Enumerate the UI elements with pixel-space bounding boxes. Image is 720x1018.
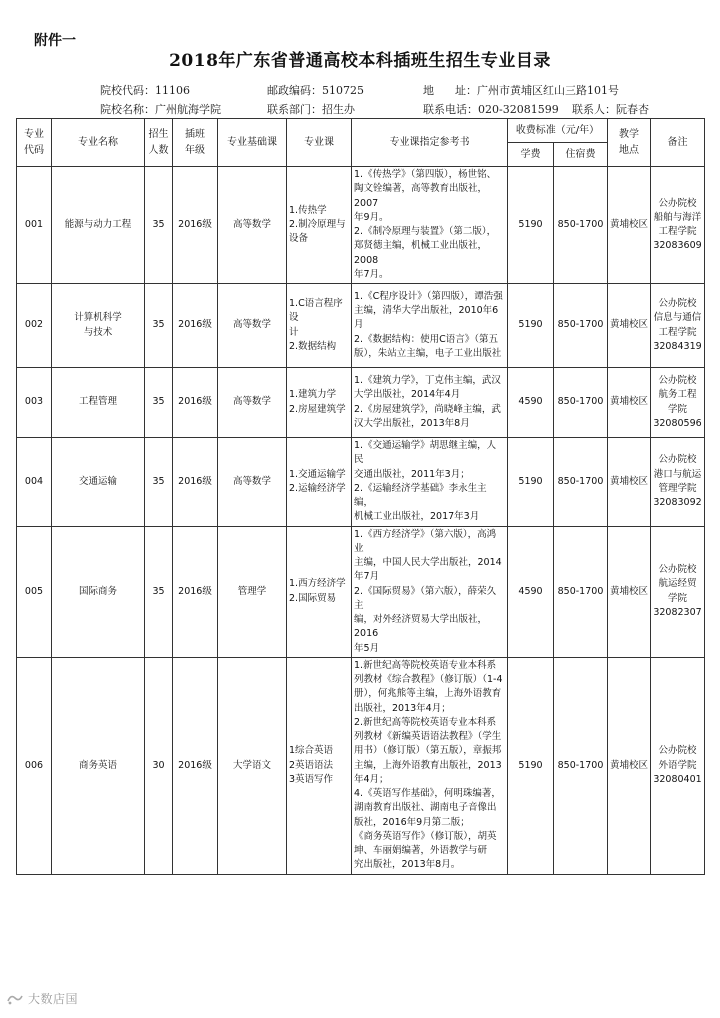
reference-book-line: 1.《建筑力学》，丁克伟主编，武汉 [354,375,501,386]
reference-book-line: 4.《英语写作基础》，何明珠编著， [354,788,501,799]
header-remark: 备注 [651,119,705,167]
reference-book-line: 郑贤德主编，机械工业出版社，2008 [354,240,488,266]
major-courses [287,284,352,368]
remark-line: 公办院校 [658,375,697,386]
major-course-line: 1.西方经济学 [289,578,346,590]
reference-book-line: 主编，上海外语教育出版社，2013 [354,759,502,771]
table-row [17,284,705,368]
major-name-line: 交通运输 [78,475,117,487]
campus: 黄埔校区 [608,526,651,657]
tuition-fee: 4590 [508,368,554,438]
remark [651,167,705,284]
school-code: 院校代码：11106 [100,84,190,97]
reference-book-line: 陶文铨编著，高等教育出版社，2007 [354,183,488,209]
transfer-grade: 2016级 [173,657,218,874]
major-name-line: 能源与动力工程 [64,218,132,230]
table-row [17,167,705,284]
remark [651,657,705,874]
reference-book-line: 年4月； [354,773,389,785]
header-grade-line2: 年级 [185,144,205,156]
reference-book-line: 出版社，2013年4月； [354,702,451,714]
enrollment-quota: 35 [145,526,173,657]
major-name-line: 商务英语 [78,759,117,771]
header-basic-course: 专业基础课 [218,119,287,167]
campus: 黄埔校区 [608,284,651,368]
reference-book-line: 版社，2016年9月第二版； [354,816,470,828]
major-courses [287,167,352,284]
reference-books [352,167,508,284]
major-code: 001 [17,167,52,284]
major-course-line: 3英语写作 [289,773,334,785]
reference-book-line: 1.《传热学》（第四版），杨世铭、 [354,169,497,180]
remark-line: 工程学院 [658,326,697,338]
major-name-line: 计算机科学 [74,312,122,324]
table-row [17,368,705,438]
header-name: 专业名称 [52,119,145,167]
enrollment-quota: 30 [145,657,173,874]
reference-book-line: 2.《数据结构：使用C语言》（第五 [354,333,498,345]
remark-line: 船舶与海洋 [653,211,702,223]
tuition-fee: 5190 [508,167,554,284]
remark-line: 32080596 [653,417,702,429]
school-name: 院校名称：广州航海学院 [100,103,221,116]
reference-book-line: 年7月。 [354,268,389,280]
major-course-line: 1.建筑力学 [289,389,337,401]
table-row [17,438,705,527]
reference-books [352,526,508,657]
reference-books [352,657,508,874]
major-course-line: 设备 [289,233,309,245]
major-course-line: 2.数据结构 [289,340,337,352]
table-row [17,526,705,657]
header-code-line1: 专业 [24,128,44,140]
major-name-line: 与技术 [83,326,113,338]
reference-book-line: 2.新世纪高等院校英语专业本科系 [354,716,497,728]
major-name [52,167,145,284]
header-campus-line1: 教学 [619,128,639,140]
dorm-fee: 850-1700 [554,284,608,368]
reference-book-line: 1.新世纪高等院校英语专业本科系 [354,659,497,671]
remark-line: 32082307 [653,606,702,618]
remark-line: 信息与通信 [653,312,702,324]
remark [651,284,705,368]
header-grade [173,119,218,167]
major-code: 003 [17,368,52,438]
header-grade-line1: 插班 [185,128,205,140]
remark-line: 公办院校 [658,564,697,576]
reference-book-line: 2.《制冷原理与装置》（第二版）， [354,226,497,237]
header-books: 专业课指定参考书 [352,119,508,167]
reference-book-line: 主编，清华大学出版社，2010年6 [354,305,499,317]
dorm-fee: 850-1700 [554,438,608,527]
basic-course: 高等数学 [218,167,287,284]
reference-book-line: 汉大学出版社，2013年8月 [354,417,470,429]
enrollment-quota: 35 [145,167,173,284]
major-course-line: 1综合英语 [289,745,334,757]
dorm-fee: 850-1700 [554,657,608,874]
header-quota-line1: 招生 [148,128,169,140]
tuition-fee: 5190 [508,284,554,368]
reference-book-line: 列教材《综合教程》（修订版）（1-4 [354,674,503,685]
reference-book-line: 主编，中国人民大学出版社，2014 [354,557,502,568]
reference-book-line: 1.《西方经济学》（第六版），高鸿业 [354,528,497,554]
major-name [52,284,145,368]
major-course-line: 1.C语言程序设 [289,298,343,324]
header-tuition: 学费 [508,143,554,167]
reference-book-line: 2.《运输经济学基础》李永生主编， [354,482,487,508]
header-quota-line2: 人数 [148,144,169,156]
remark-line: 32080401 [653,773,702,785]
remark-line: 航务工程 [658,389,697,401]
header-campus-line2: 地点 [619,144,639,156]
major-course-line: 计 [289,326,299,338]
reference-book-line: 湖南教育出版社、湖南电子音像出 [354,802,497,814]
major-course-line: 2.制冷原理与 [289,218,346,230]
remark-line: 公办院校 [658,197,697,209]
major-course-line: 2英语语法 [289,759,334,771]
remark [651,526,705,657]
remark-line: 学院 [667,403,687,415]
reference-book-line: 1.《交通运输学》胡思继主编，人民 [354,440,497,466]
remark-line: 港口与航运 [653,468,702,480]
major-courses [287,438,352,527]
tuition-fee: 5190 [508,438,554,527]
enrollment-quota: 35 [145,438,173,527]
reference-book-line: 列教材《新编英语语法教程》（学生 [354,731,502,742]
remark-line: 32084319 [653,340,702,352]
major-code: 005 [17,526,52,657]
major-code: 004 [17,438,52,527]
major-courses [287,657,352,874]
transfer-grade: 2016级 [173,526,218,657]
majors-table [16,118,705,875]
contact-phone: 联系电话：020-32081599 [423,103,559,116]
enrollment-quota: 35 [145,284,173,368]
reference-book-line: 年7月 [354,571,380,583]
basic-course: 大学语文 [218,657,287,874]
basic-course: 高等数学 [218,368,287,438]
postal-code: 邮政编码：510725 [267,84,364,97]
contact-person: 联系人：阮春杏 [572,103,649,116]
remark-line: 公办院校 [658,454,697,466]
header-major-course: 专业课 [287,119,352,167]
major-name-line: 国际商务 [78,585,117,597]
campus: 黄埔校区 [608,438,651,527]
reference-book-line: 究出版社，2013年8月。 [354,859,461,871]
remark-line: 管理学院 [658,482,697,494]
header-code [17,119,52,167]
major-course-line: 1.交通运输学 [289,468,346,480]
reference-book-line: 大学出版社，2014年4月 [354,389,461,401]
reference-books [352,438,508,527]
transfer-grade: 2016级 [173,438,218,527]
header-fee-group: 收费标准（元/年） [508,119,608,143]
major-name [52,657,145,874]
major-code: 002 [17,284,52,368]
reference-books [352,284,508,368]
major-course-line: 2.运输经济学 [289,482,346,494]
reference-book-line: 《商务英语写作》（修订版），胡英 [354,830,497,842]
remark-line: 32083609 [653,240,702,252]
major-course-line: 1.传热学 [289,204,327,216]
basic-course: 管理学 [218,526,287,657]
watermark-text: 大数店国 [28,992,79,1006]
remark-line: 公办院校 [658,298,697,309]
dorm-fee: 850-1700 [554,526,608,657]
remark [651,368,705,438]
remark-line: 外语学院 [658,759,697,771]
watermark [6,990,78,1007]
reference-books [352,368,508,438]
enrollment-quota: 35 [145,368,173,438]
address: 址：广州市黄埔区红山三路101号 [455,84,619,97]
major-name [52,438,145,527]
transfer-grade: 2016级 [173,368,218,438]
major-name-line: 工程管理 [78,396,117,408]
watermark-logo-icon [6,992,24,1006]
transfer-grade: 2016级 [173,284,218,368]
reference-book-line: 坤、车丽娟编著，外语教学与研 [354,845,488,856]
reference-book-line: 月 [354,319,364,331]
campus: 黄埔校区 [608,368,651,438]
header-dorm: 住宿费 [554,143,608,167]
major-course-line: 2.国际贸易 [289,592,337,604]
campus: 黄埔校区 [608,657,651,874]
major-name [52,368,145,438]
document-title: 2018年广东省普通高校本科插班生招生专业目录 [169,51,551,71]
reference-book-line: 用书）（修订版）（第五版），章振邦 [354,745,502,757]
remark [651,438,705,527]
major-name [52,526,145,657]
remark-line: 工程学院 [658,226,697,237]
reference-book-line: 2.《国际贸易》（第六版），薛荣久主 [354,585,497,611]
attachment-label: 附件一 [34,33,76,49]
remark-line: 学院 [667,592,687,604]
campus: 黄埔校区 [608,167,651,284]
header-campus [608,119,651,167]
reference-book-line: 2.《房屋建筑学》，尚晓峰主编，武 [354,403,501,415]
basic-course: 高等数学 [218,438,287,527]
tuition-fee: 4590 [508,526,554,657]
reference-book-line: 编，对外经济贸易大学出版社，2016 [354,614,488,640]
remark-line: 32083092 [653,497,702,508]
reference-book-line: 年5月 [354,642,380,654]
table-row [17,657,705,874]
transfer-grade: 2016级 [173,167,218,284]
reference-book-line: 册），何兆熊等主编，上海外语教育 [354,688,502,700]
major-courses [287,526,352,657]
reference-book-line: 年9月。 [354,211,389,223]
remark-line: 航运经贸 [658,578,697,590]
header-code-line2: 代码 [24,144,44,156]
reference-book-line: 机械工业出版社，2017年3月 [354,511,480,523]
reference-book-line: 版），朱站立主编，电子工业出版社 [354,347,502,359]
dorm-fee: 850-1700 [554,368,608,438]
remark-line: 公办院校 [658,745,697,757]
address-label: 地 [423,84,434,97]
dorm-fee: 850-1700 [554,167,608,284]
major-code: 006 [17,657,52,874]
contact-department: 联系部门：招生办 [267,103,355,116]
header-quota [145,119,173,167]
reference-book-line: 1.《C程序设计》（第四版），谭浩强 [354,290,503,302]
reference-book-line: 交通出版社，2011年3月； [354,468,470,480]
major-course-line: 2.房屋建筑学 [289,403,346,415]
major-courses [287,368,352,438]
tuition-fee: 5190 [508,657,554,874]
basic-course: 高等数学 [218,284,287,368]
